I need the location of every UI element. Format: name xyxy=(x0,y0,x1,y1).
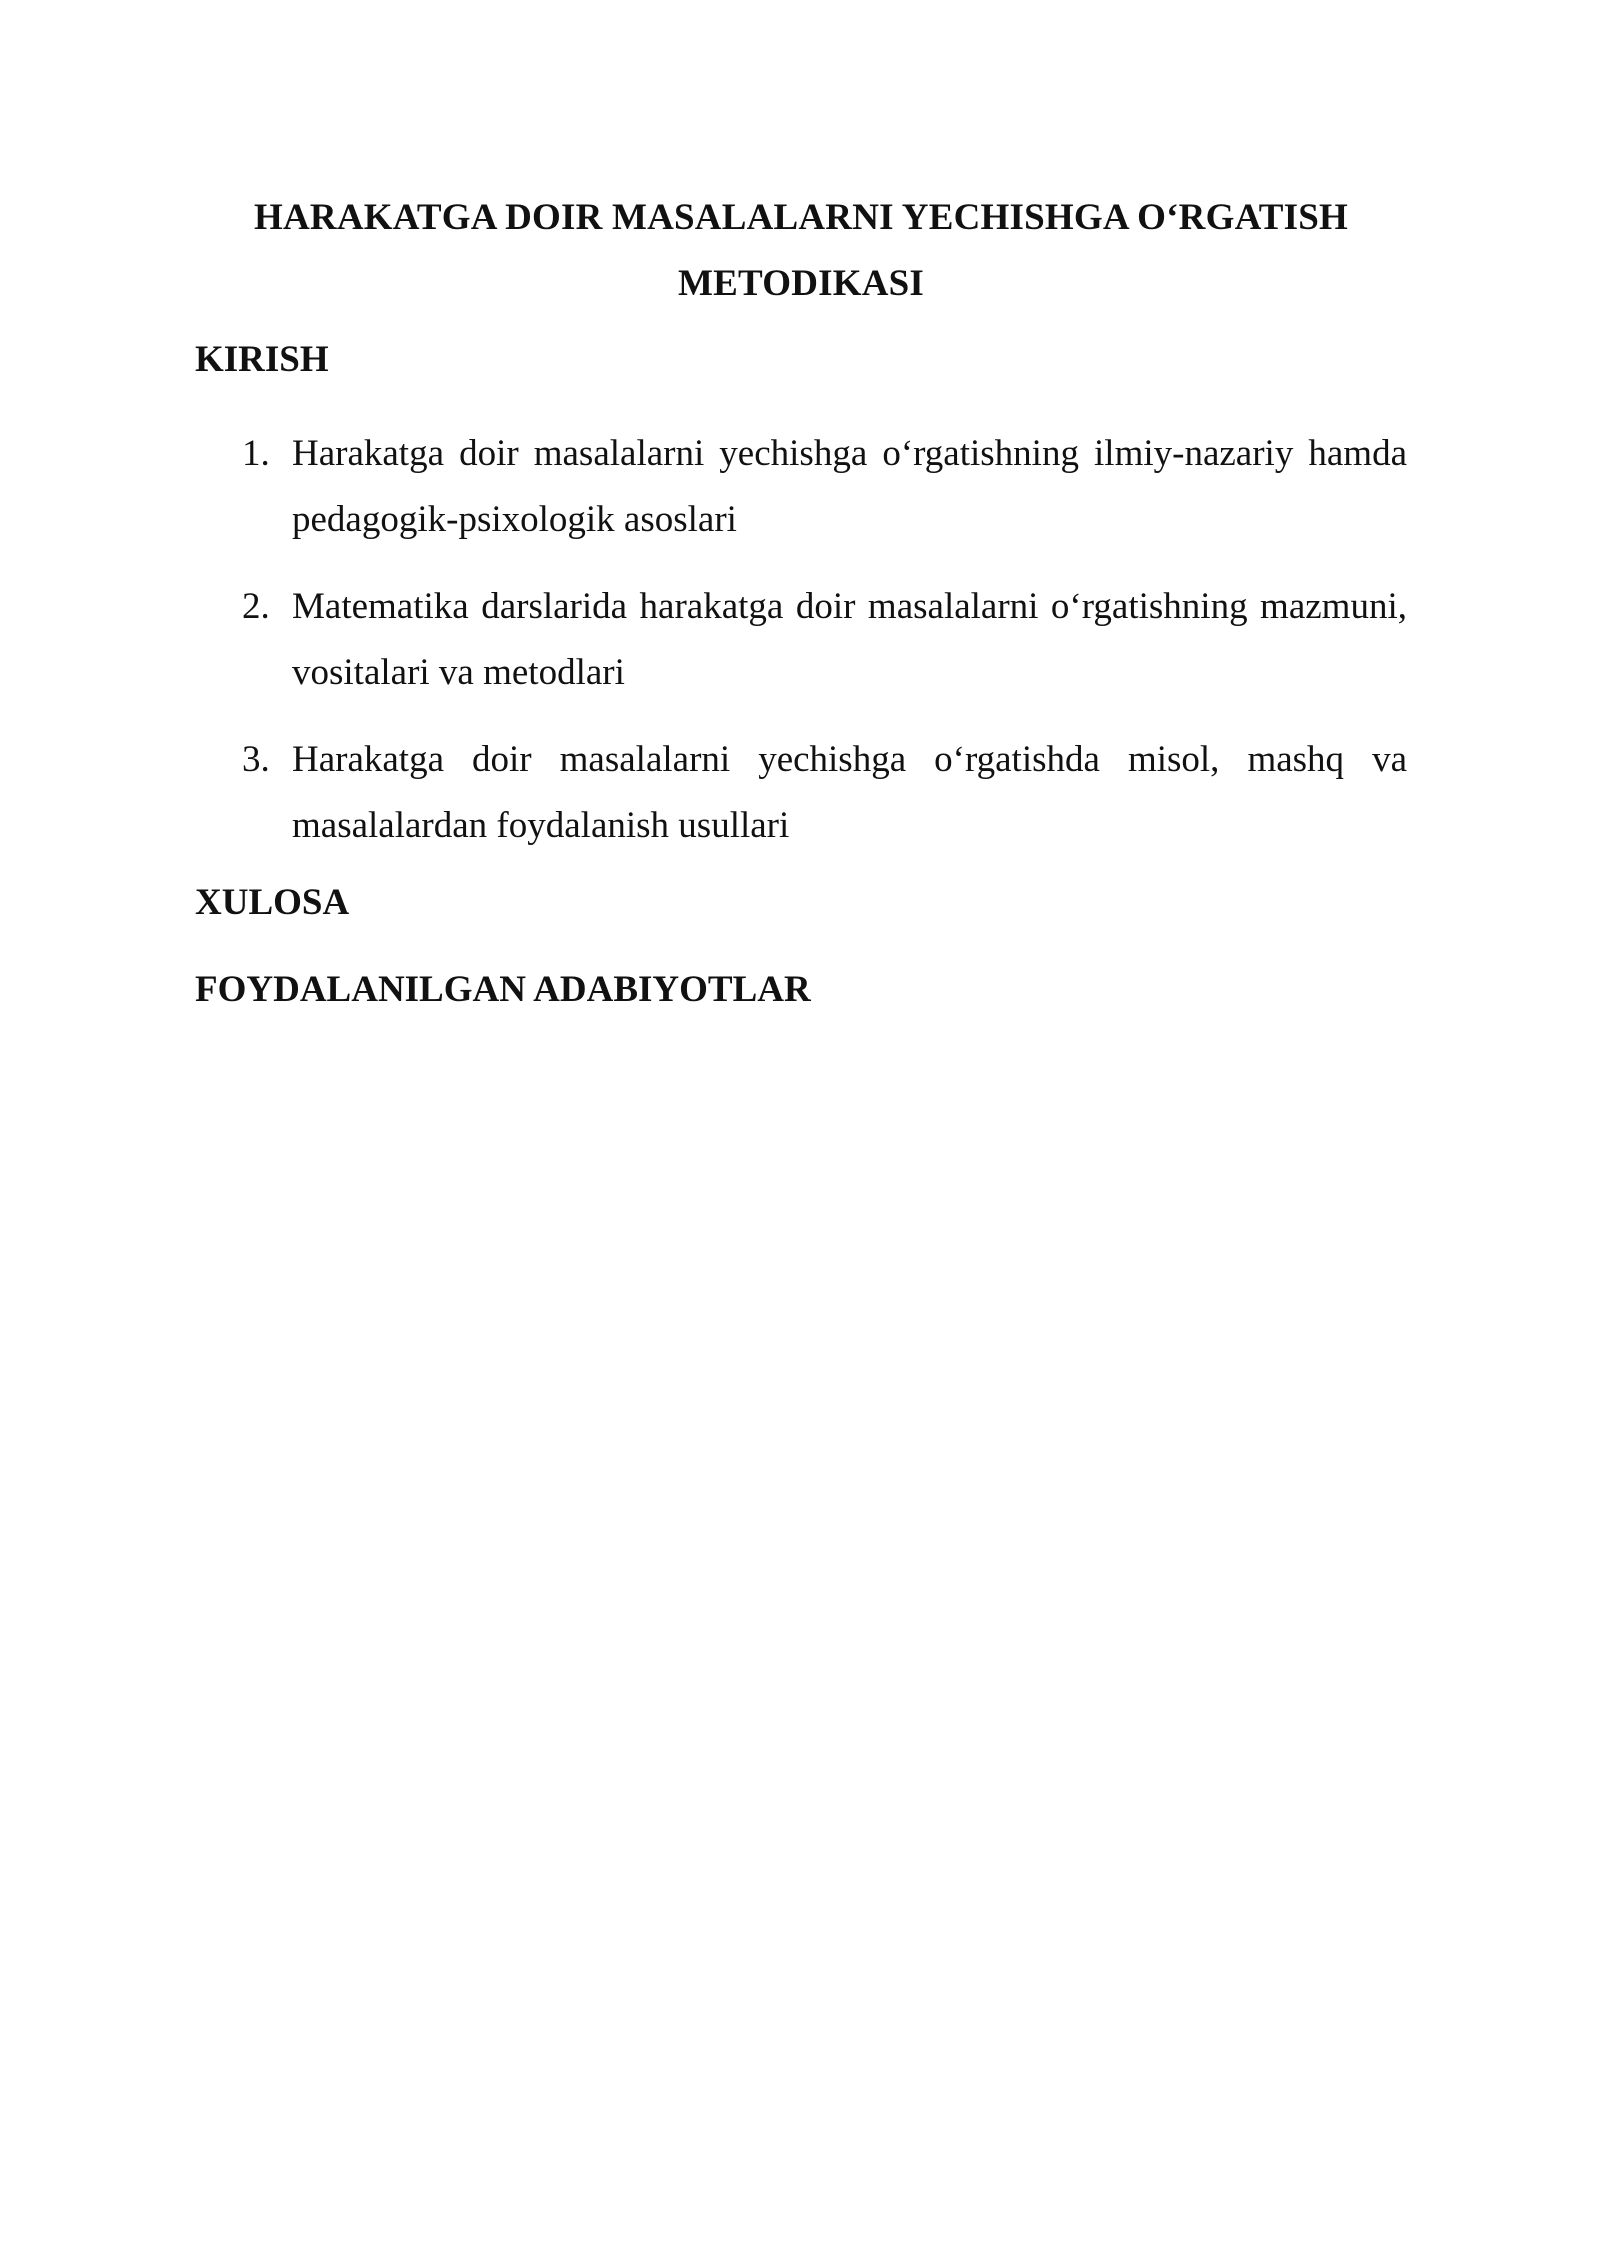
list-item-text: Harakatga doir masalalarni yechishga o‘rgatishda misol, mashq va masalalardan foydalanish usullari xyxy=(292,739,1407,846)
list-item xyxy=(195,727,1407,859)
document-page xyxy=(195,185,1407,1013)
list-item-number: 3. xyxy=(242,739,270,780)
list-item-number: 2. xyxy=(242,586,270,627)
list-item xyxy=(195,574,1407,706)
list-item-number: 1. xyxy=(242,433,270,474)
document-title-line-1: HARAKATGA DOIR MASALALARNI YECHISHGA O‘RGATISH xyxy=(254,197,1348,238)
list-item xyxy=(195,421,1407,553)
intro-heading: KIRISH xyxy=(195,339,329,380)
contents-list xyxy=(195,421,1407,859)
references-heading: FOYDALANILGAN ADABIYOTLAR xyxy=(195,969,811,1010)
list-item-text: Harakatga doir masalalarni yechishga o‘rgatishning ilmiy-nazariy hamda pedagogik-psixologik asoslari xyxy=(292,433,1407,540)
document-title-line-2: METODIKASI xyxy=(678,263,924,304)
conclusion-heading: XULOSA xyxy=(195,882,350,923)
list-item-text: Matematika darslarida harakatga doir masalalarni o‘rgatishning mazmuni, vositalari va metodlari xyxy=(292,586,1407,693)
